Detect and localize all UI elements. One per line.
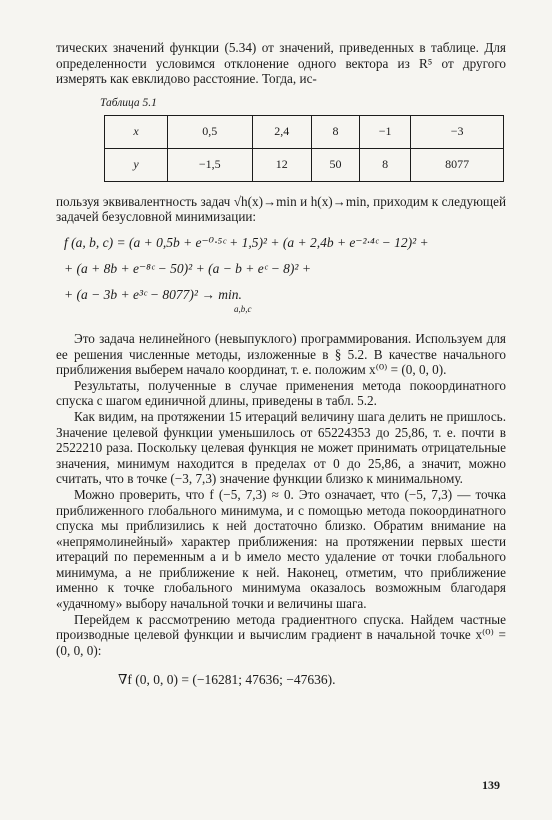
- table-5-1: [104, 115, 504, 182]
- table-row-label: y: [105, 148, 168, 181]
- formula-line-3: + (a − 3b + e³ᶜ − 8077)² → min.: [64, 286, 242, 302]
- table-row: [105, 148, 504, 181]
- table-row: [105, 115, 504, 148]
- paragraph-results: Результаты, полученные в случае применения метода покоординатного спуска с шагом единичной длины, приведены в табл. 5.2.: [56, 377, 506, 409]
- paragraph-intro: тических значений функции (5.34) от значений, приведенных в таблице. Для определенности условимся отклонение одного вектора из R⁵ от другого измерять как евклидово расстояние. Тогда, ис-: [56, 40, 506, 87]
- table-cell: 8: [311, 115, 359, 148]
- table-caption: Таблица 5.1: [100, 96, 157, 109]
- table-cell: 12: [252, 148, 311, 181]
- paragraph-gradient: Перейдем к рассмотрению метода градиентного спуска. Найдем частные производные целевой функции и вычислим градиент в начальной точке x⁽⁰⁾ = (0, 0, 0):: [56, 611, 506, 658]
- paragraph-nonlinear: Это задача нелинейного (невыпуклого) программирования. Используем для ее решения численные методы, изложенные в § 5.2. В качестве начального приближения выберем начало координат, т. е. положим x⁽⁰⁾ = (0, 0, 0).: [56, 330, 506, 378]
- table-row-label: x: [105, 115, 168, 148]
- table-cell: −1: [360, 115, 411, 148]
- table-cell: 50: [311, 148, 359, 181]
- table-cell: 2,4: [252, 115, 311, 148]
- page-number: 139: [482, 778, 500, 792]
- table-cell: −1,5: [168, 148, 253, 181]
- gradient-formula: ∇f (0, 0, 0) = (−16281; 47636; −47636).: [118, 672, 336, 688]
- formula-line-2: + (a + 8b + e⁻⁸ᶜ − 50)² + (a − b + eᶜ − 8)² +: [64, 260, 311, 276]
- paragraph-equivalence: пользуя эквивалентность задач √h(x)→min и h(x)→min, приходим к следующей задачей безусловной минимизации:: [56, 193, 506, 225]
- formula-line-1: f (a, b, c) = (a + 0,5b + e⁻⁰·⁵ᶜ + 1,5)² + (a + 2,4b + e⁻²·⁴ᶜ − 12)² +: [64, 234, 429, 250]
- page-body: [56, 40, 506, 688]
- paragraph-iterations: Как видим, на протяжении 15 итераций величину шага делить не пришлось. Значение целевой функции уменьшилось от 65224353 до 25,86, т. е. почти в 2522210 раза. Поскольку целевая функция не может принимать отрицательные значения, минимум находится в пределах от 0 до 25,86, а значит, можно считать, что в точке (−3, 7,3) значение функции близко к минимальному.: [56, 408, 506, 487]
- formula-min-subscript: a,b,c: [234, 303, 252, 314]
- table-cell: 8: [360, 148, 411, 181]
- table-cell: 0,5: [168, 115, 253, 148]
- table-cell: 8077: [411, 148, 504, 181]
- table-cell: −3: [411, 115, 504, 148]
- objective-formula: [64, 233, 506, 319]
- paragraph-check: Можно проверить, что f (−5, 7,3) ≈ 0. Это означает, что (−5, 7,3) — точка приближенного глобального минимума, и с помощью метода покоординатного спуска мы приблизились к ней достаточно близко. Обратим внимание на «непрямолинейный» характер приближения: на протяжении первых шести итераций по переменным a и b имело место удаление от точки глобального минимума, а не приближение к ней. Наконец, отметим, что приближение именно к точке глобального минимума оказалось возможным благодаря «удачному» выбору начальной точки и величины шага.: [56, 486, 506, 612]
